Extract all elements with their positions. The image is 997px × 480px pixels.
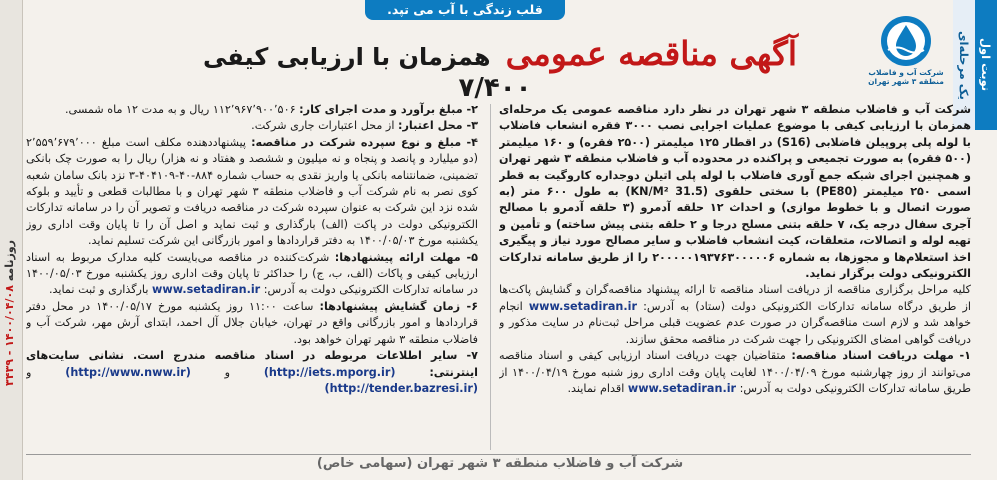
- section-5: ۵- مهلت ارائه پیشنهادها: شرکت‌کننده در مناقصه می‌بایست کلیه مدارک مربوط به اسناد ارزیابی کیفی و پاکات (الف، ب، ج) را حداکثر تا پایان وقت اداری روز یکشنبه مورخ ۱۴۰۰/۰۵/۰۳ در سامانه تدارکات الکترونیکی دولت به آدرس: www.setadiran.ir بارگذاری و ثبت نماید.: [26, 250, 478, 297]
- logo-line-2: منطقه ۳ شهر تهران: [868, 77, 944, 86]
- left-column: [26, 102, 478, 452]
- publish-date: ۱۴۰۰/۰۴/۰۸ - ۳۴۳۹: [3, 285, 16, 386]
- page-title: [180, 34, 820, 103]
- bazresi-link[interactable]: (http://tender.bazresi.ir): [324, 381, 478, 395]
- nww-link[interactable]: (http://www.nww.ir): [65, 365, 191, 379]
- intro-paragraph: شرکت آب و فاضلاب منطقه ۳ شهر تهران در نظر دارد مناقصه عمومی یک مرحله‌ای همزمان با ارزیابی کیفی با موضوع عملیات اجرایی نصب ۳۰۰۰ فقره انشعاب فاضلاب با لوله پلی پروپیلن فاضلابی (S16) در اقطار ۱۲۵ میلیمتر (۲۵۰۰ فقره) و ۱۶۰ میلیمتر (۵۰۰ فقره) به صورت تجمیعی و پراکنده در محدوده آب و فاضلاب منطقه ۳ شهر تهران و همچنین اجرای شبکه جمع آوری فاضلاب با لوله پلی اتیلن دوجداره کاروگیت به قطر اسمی ۲۵۰ میلیمتر (PE80) با سختی حلقوی (31.5 KN/M²) به طول ۶۰۰ متر (به صورت اتصال و با خطوط موازی) و احداث ۱۲ حلقه آدمرو (۳ حلقه آدمرو با مصالح آجری سفال درجه یک، ۷ حلقه بتنی مسلح درجا و ۲ حلقه بتنی پیش ساخته) و تأمین و تهیه لوله و اتصالات، متعلقات، کیت انشعاب فاضلاب و سایر مصالح مورد نیاز و پیگیری اخذ استعلام‌ها و مجوزها، به شماره ۲۰۰۰۰۰۱۹۳۷۶۳۰۰۰۰۰۶ را از طریق سامانه تدارکات الکترونیکی دولت برگزار نماید.: [499, 103, 971, 281]
- logo-line-1: شرکت آب و فاضلاب: [868, 68, 944, 77]
- tab-first-round: نوبت اول: [975, 0, 997, 130]
- setadiran-link-3[interactable]: www.setadiran.ir: [152, 283, 261, 297]
- setadiran-link-2[interactable]: www.setadiran.ir: [627, 381, 737, 395]
- section-4: ۴- مبلغ و نوع سپرده شرکت در مناقصه: پیشنهاددهنده مکلف است مبلغ ۲٬۵۵۹٬۶۷۹٬۰۰۰ (دو میلیارد و پانصد و پنجاه و نه میلیون و ششصد و هفتاد و نه هزار) ریال را به صورت چک بانکی تضمینی، ضمانتنامه بانکی یا واریز نقدی به حساب شماره ۸۸۴-۴۰-۴۰۴۱۰۹-۳ نزد بانک سامان شعبه کوی نصر به نام شرکت آب و فاضلاب منطقه ۳ شهر تهران و با مطالبات قطعی و تأیید و بلوکه شده نزد این شرکت به عنوان سپرده شرکت در مناقصه دریافت و تصویر آن را در سامانه تدارکات الکترونیکی دولت در پاکت (الف) بارگذاری و ثبت نماید و اصل آن را تا پایان وقت اداری روز یکشنبه مورخ ۱۴۰۰/۰۵/۰۳ به دفتر قراردادها و امور بازرگانی این شرکت تسلیم نماید.: [26, 135, 478, 248]
- section-3-heading: ۳- محل اعتبار:: [398, 119, 478, 133]
- section-6: ۶- زمان گشایش پیشنهادها: ساعت ۱۱:۰۰ روز یکشنبه مورخ ۱۴۰۰/۰۵/۱۷ در محل دفتر قراردادها و امور بازرگانی واقع در تهران، خیابان جلال آل احمد، ابتدای آرش مهر، شرکت آب و فاضلاب منطقه ۳ شهر تهران خواهد بود.: [26, 299, 478, 346]
- water-drop-icon: [879, 14, 933, 68]
- right-column: [499, 102, 971, 454]
- footer-company-name: شرکت آب و فاضلاب منطقه ۳ شهر تهران (سهامی خاص): [316, 456, 684, 471]
- title-sub: همزمان با ارزیابی کیفی: [202, 43, 491, 71]
- slogan-banner: قلب زندگی با آب می تپد.: [365, 0, 565, 20]
- section-7: ۷- سایر اطلاعات مربوطه در اسناد مناقصه مندرج است. نشانی سایت‌های اینترنتی: (http://iets.mporg.ir) و (http://www.nww.ir) و (http://tender.bazresi.ir): [26, 349, 478, 395]
- title-main: آگهی مناقصه عمومی: [505, 34, 798, 73]
- section-4-heading: ۴- مبلغ و نوع سپرده شرکت در مناقصه:: [251, 135, 478, 149]
- section-3: ۳- محل اعتبار: از محل اعتبارات جاری شرکت.: [251, 119, 478, 133]
- section-6-heading: ۶- زمان گشایش پیشنهادها:: [319, 299, 478, 313]
- newspaper-date: [3, 240, 19, 386]
- tab-single-stage: یک مرحله‌ای: [953, 0, 975, 130]
- tender-number: ۷/۴۰۰: [458, 73, 532, 103]
- procedure-paragraph: کلیه مراحل برگزاری مناقصه از دریافت اسناد مناقصه تا ارائه پیشنهاد مناقصه‌گران و گشایش پاکت‌ها از طریق درگاه سامانه تدارکات الکترونیکی دولت (ستاد) به آدرس: www.setadiran.ir انجام خواهد شد و لازم است مناقصه‌گران در صورت عدم عضویت قبلی مراحل ثبت‌نام در سایت مذکور و دریافت گواهی امضای الکترونیکی را جهت شرکت در مناقصه محقق سازند.: [499, 283, 971, 346]
- section-2-heading: ۲- مبلغ برآورد و مدت اجرای کار:: [299, 103, 478, 116]
- section-1: ۱- مهلت دریافت اسناد مناقصه: متقاضیان جهت دریافت اسناد ارزیابی کیفی و اسناد مناقصه می‌توانند از روز چهارشنبه مورخ ۱۴۰۰/۰۴/۰۹ لغایت پایان وقت اداری روز شنبه مورخ ۱۴۰۰/۰۴/۱۹ از طریق سامانه تدارکات الکترونیکی دولت به آدرس: www.setadiran.ir اقدام نمایند.: [499, 349, 971, 395]
- section-1-heading: ۱- مهلت دریافت اسناد مناقصه:: [791, 349, 971, 363]
- section-5-heading: ۵- مهلت ارائه پیشنهادها:: [334, 250, 478, 264]
- footer-rule: [26, 454, 971, 455]
- iets-link[interactable]: (http://iets.mporg.ir): [263, 365, 396, 379]
- section-2: ۲- مبلغ برآورد و مدت اجرای کار: ۱۱۲٬۹۶۷٬۹۰۰٬۵۰۶ ریال و به مدت ۱۲ ماه شمسی.: [64, 103, 478, 116]
- column-divider: [490, 104, 491, 450]
- newspaper-side-strip: [0, 0, 23, 480]
- setadiran-link[interactable]: www.setadiran.ir: [528, 299, 638, 313]
- section-7-heading: ۷- سایر اطلاعات مربوطه در اسناد مناقصه مندرج است. نشانی سایت‌های اینترنتی:: [26, 349, 478, 379]
- company-logo: [867, 14, 945, 102]
- newspaper-label: روزنامه: [3, 240, 16, 282]
